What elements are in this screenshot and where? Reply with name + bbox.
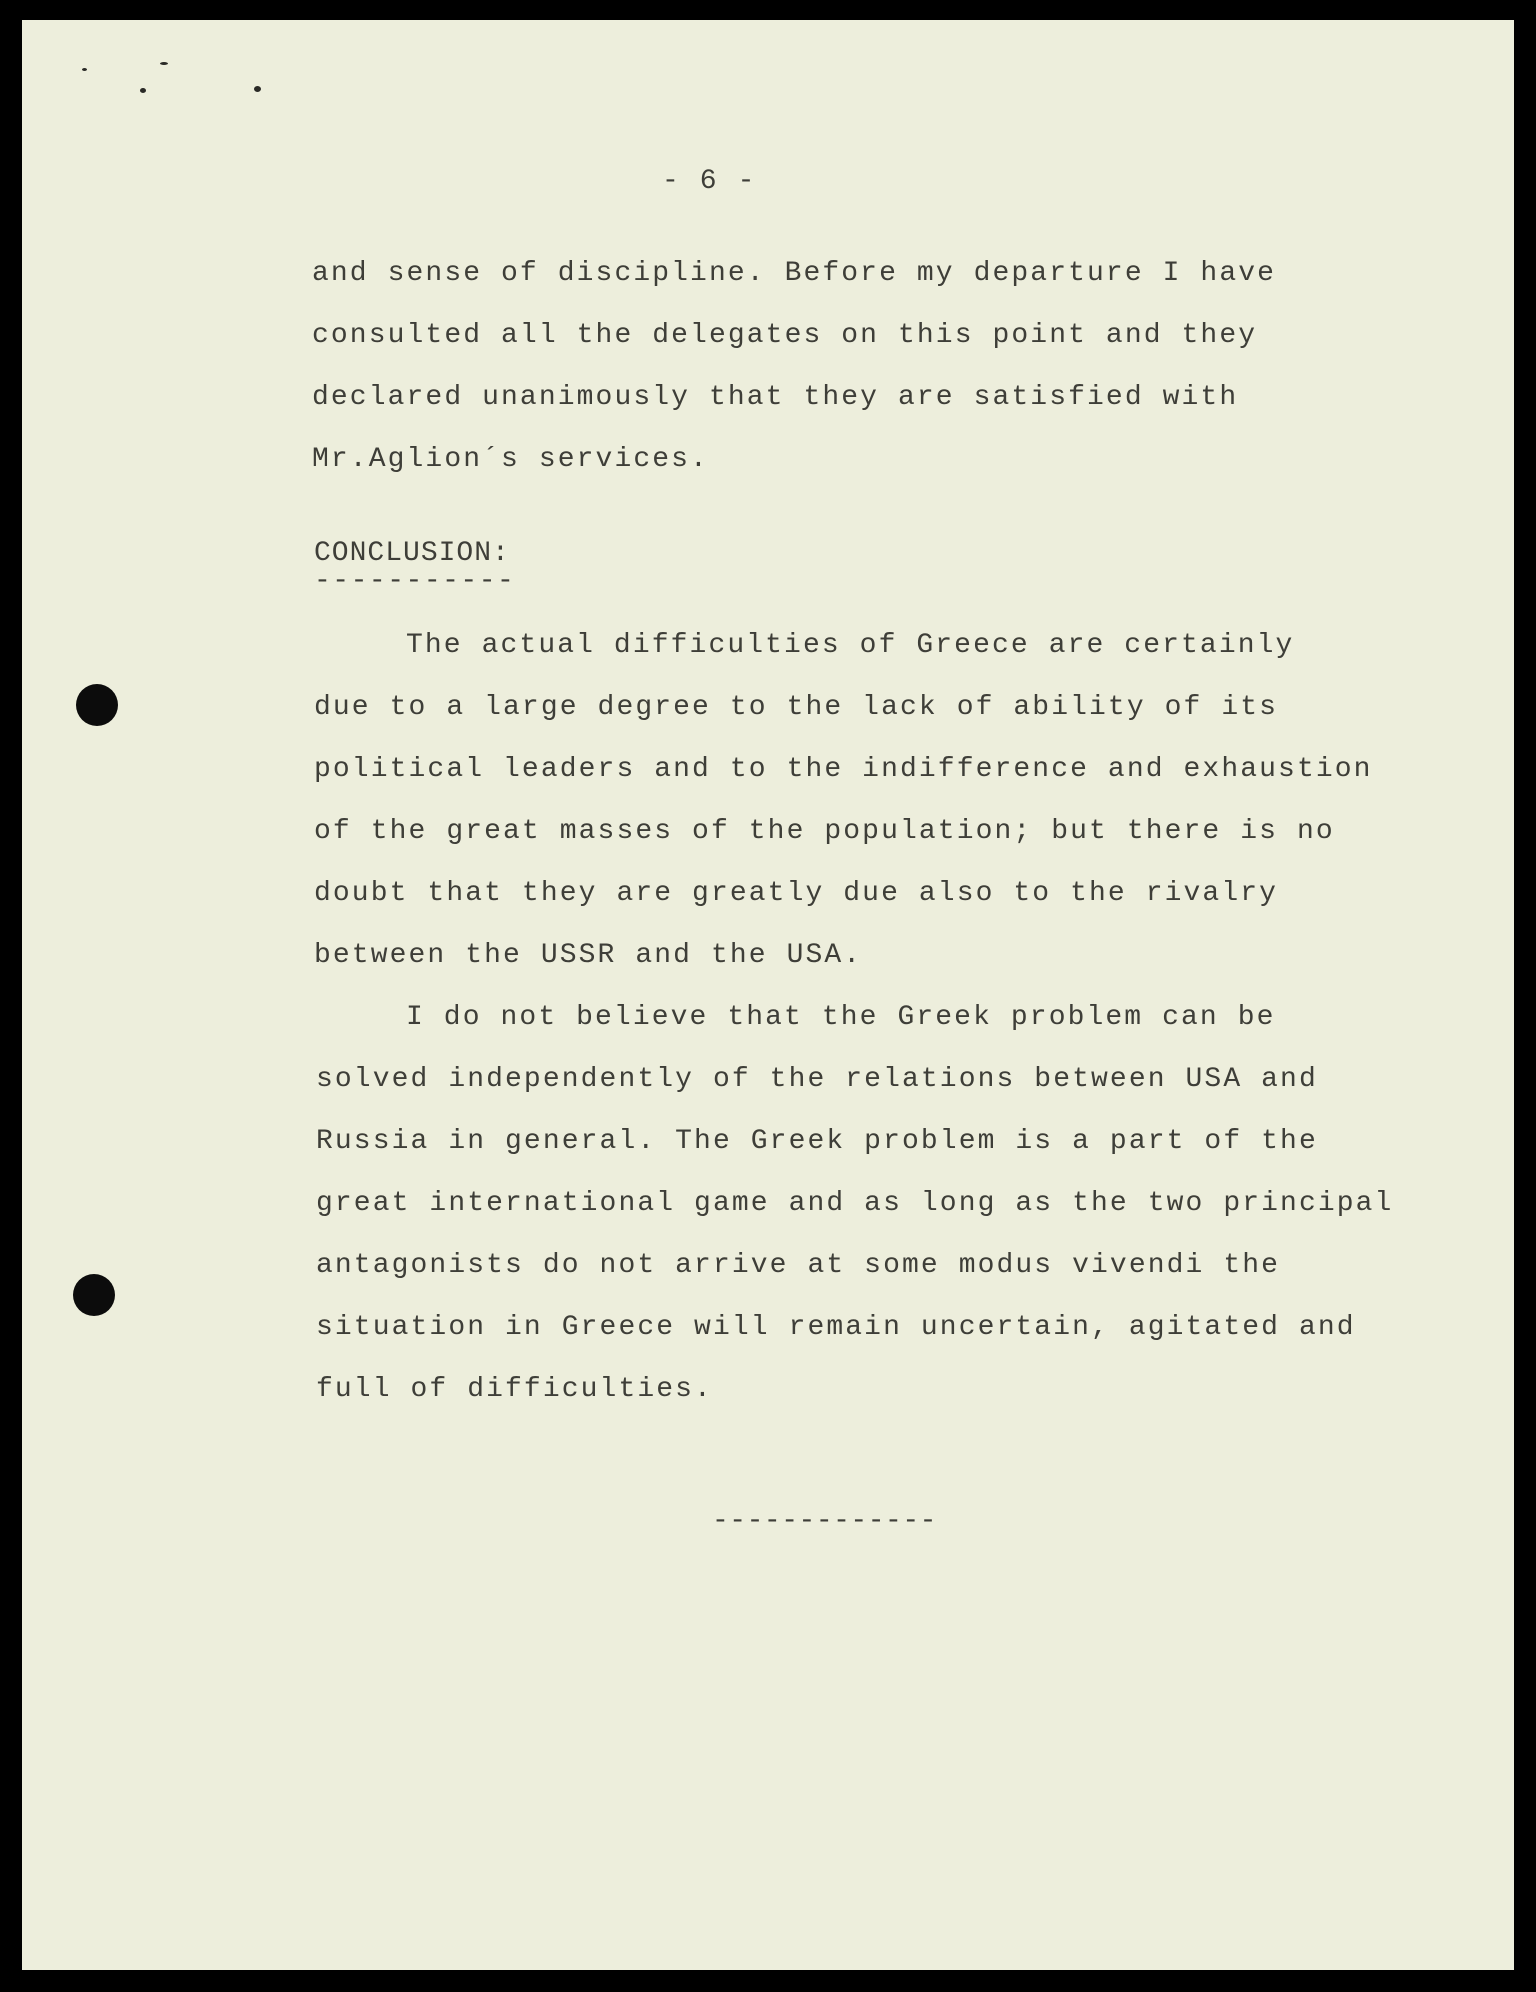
text-line: full of difficulties. xyxy=(316,1374,713,1405)
punch-hole-lower xyxy=(73,1274,115,1316)
ink-speck xyxy=(254,86,261,92)
text-line: solved independently of the relations between USA and xyxy=(316,1064,1318,1095)
section-heading: CONCLUSION: xyxy=(314,538,510,569)
text-line: due to a large degree to the lack of ability of its xyxy=(314,692,1279,723)
closing-rule: ------------- xyxy=(712,1506,937,1537)
text-line: great international game and as long as the two principal xyxy=(316,1188,1394,1219)
text-line: of the great masses of the population; but there is no xyxy=(314,816,1335,847)
punch-hole-upper xyxy=(76,684,118,726)
ink-speck xyxy=(82,68,87,71)
ink-speck xyxy=(140,88,146,93)
text-line: Russia in general. The Greek problem is a part of the xyxy=(316,1126,1318,1157)
text-line: between the USSR and the USA. xyxy=(314,940,863,971)
text-line: and sense of discipline. Before my departure I have xyxy=(312,258,1277,289)
text-line: The actual difficulties of Greece are certainly xyxy=(406,630,1295,661)
text-line: doubt that they are greatly due also to the rivalry xyxy=(314,878,1279,909)
section-heading-underline: ----------- xyxy=(314,566,516,597)
text-line: antagonists do not arrive at some modus vivendi the xyxy=(316,1250,1281,1281)
document-page xyxy=(22,20,1514,1970)
ink-speck xyxy=(160,62,168,65)
text-line: Mr.Aglion´s services. xyxy=(312,444,709,475)
text-line: consulted all the delegates on this point and they xyxy=(312,320,1258,351)
text-line: situation in Greece will remain uncertain, agitated and xyxy=(316,1312,1356,1343)
text-line: declared unanimously that they are satisfied with xyxy=(312,382,1239,413)
text-line: political leaders and to the indifference and exhaustion xyxy=(314,754,1373,785)
page-number: - 6 - xyxy=(662,166,757,197)
text-line: I do not believe that the Greek problem can be xyxy=(406,1002,1276,1033)
